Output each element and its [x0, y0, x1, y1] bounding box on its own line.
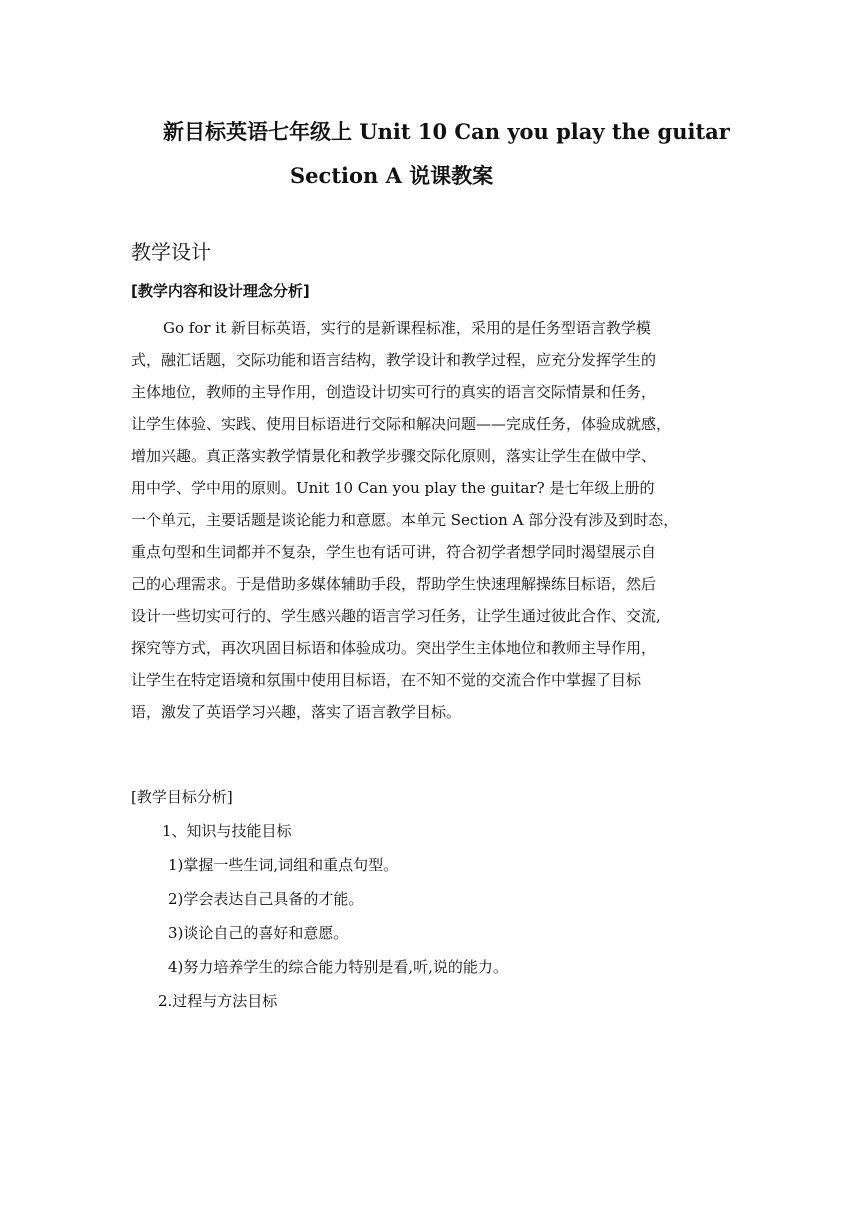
objective-item: 2)学会表达自己具备的才能。 [168, 890, 364, 908]
paragraph-line: 主体地位，教师的主导作用，创造设计切实可行的真实的语言交际情景和任务， [131, 383, 657, 401]
paragraph-line: 一个单元，主要话题是谈论能力和意愿。本单元 Section A 部分没有涉及到时态， [131, 511, 679, 529]
paragraph-line: Go for it 新目标英语，实行的是新课程标准，采用的是任务型语言教学模 [163, 319, 651, 337]
paragraph-line: 让学生体验、实践、使用目标语进行交际和解决问题——完成任务，体验成就感， [131, 415, 672, 433]
paragraph-line: 增加兴趣。真正落实教学情景化和教学步骤交际化原则，落实让学生在做中学、 [131, 447, 657, 465]
paragraph-line: 探究等方式，再次巩固目标语和体验成功。突出学生主体地位和教师主导作用， [131, 639, 657, 657]
objective-item: 1、知识与技能目标 [162, 822, 292, 840]
paragraph-line: 己的心理需求。于是借助多媒体辅助手段，帮助学生快速理解操练目标语，然后 [131, 575, 657, 593]
objective-item: 3)谈论自己的喜好和意愿。 [168, 924, 349, 942]
paragraph-line: 设计一些切实可行的、学生感兴趣的语言学习任务，让学生通过彼此合作、交流, [131, 607, 661, 625]
paragraph-line: 让学生在特定语境和氛围中使用目标语，在不知不觉的交流合作中掌握了目标 [131, 671, 642, 689]
analysis-paragraph [131, 312, 731, 728]
document-title-line-1: 新目标英语七年级上 Unit 10 Can you play the guitar [163, 119, 730, 144]
paragraph-line: 式，融汇话题，交际功能和语言结构，教学设计和教学过程，应充分发挥学生的 [131, 351, 657, 369]
paragraph-line: 用中学、学中用的原则。Unit 10 Can you play the guitar? 是七年级上册的 [131, 479, 655, 497]
objective-item: 2.过程与方法目标 [158, 992, 278, 1010]
subheading-content-analysis: [教学内容和设计理念分析] [131, 282, 310, 300]
objective-item: 1)掌握一些生词,词组和重点句型。 [168, 856, 399, 874]
document-title-line-2: Section A 说课教案 [290, 163, 494, 188]
objective-item: 4)努力培养学生的综合能力特别是看,听,说的能力。 [168, 958, 508, 976]
paragraph-line: 语，激发了英语学习兴趣，落实了语言教学目标。 [131, 703, 462, 721]
subheading-objectives: [教学目标分析] [131, 788, 233, 806]
paragraph-line: 重点句型和生词都并不复杂，学生也有话可讲，符合初学者想学同时渴望展示自 [131, 543, 657, 561]
section-heading-teaching-design: 教学设计 [131, 240, 211, 264]
